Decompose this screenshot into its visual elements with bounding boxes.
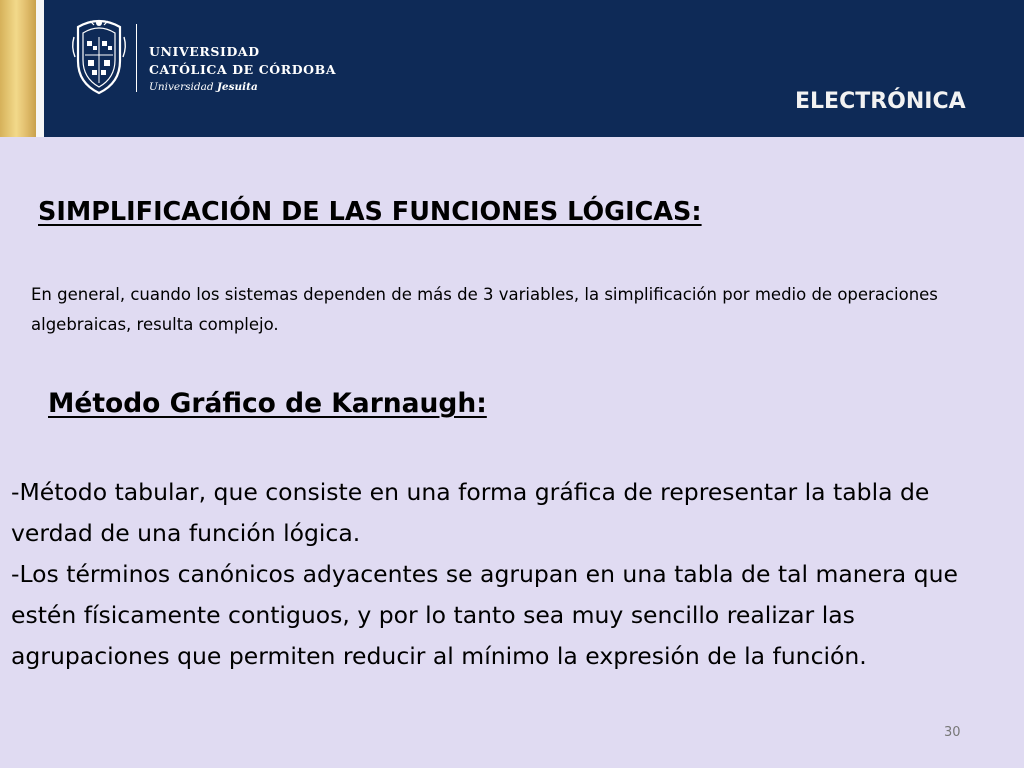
university-crest-icon bbox=[70, 17, 128, 95]
slide-header bbox=[0, 0, 1024, 137]
description-paragraph-1: -Método tabular, que consiste en una forma gráfica de representar la tabla de verdad de una función lógica. bbox=[11, 478, 930, 547]
description-paragraph-2: -Los términos canónicos adyacentes se agrupan en una tabla de tal manera que estén físicamente contiguos, y por lo tanto sea muy sencillo realizar las agrupaciones que permiten reducir al mínimo la expresión de la función. bbox=[11, 560, 958, 670]
page-number: 30 bbox=[944, 725, 961, 740]
section-title: ELECTRÓNICA bbox=[795, 89, 966, 114]
university-name-line1: UNIVERSIDAD bbox=[149, 44, 260, 59]
method-description bbox=[11, 472, 1016, 677]
university-name-line2: CATÓLICA DE CÓRDOBA bbox=[149, 62, 337, 77]
tagline-emphasis: Jesuita bbox=[216, 81, 258, 93]
university-tagline bbox=[149, 81, 258, 93]
intro-paragraph: En general, cuando los sistemas dependen de más de 3 variables, la simplificación por medio de operaciones algebraicas, resulta complejo. bbox=[31, 285, 938, 334]
tagline-prefix: Universidad bbox=[149, 81, 214, 93]
slide-heading: SIMPLIFICACIÓN DE LAS FUNCIONES LÓGICAS: bbox=[38, 197, 702, 227]
white-accent-strip bbox=[36, 0, 44, 137]
gold-accent-strip bbox=[0, 0, 36, 137]
method-subheading: Método Gráfico de Karnaugh: bbox=[48, 388, 487, 419]
logo-divider bbox=[136, 24, 137, 92]
